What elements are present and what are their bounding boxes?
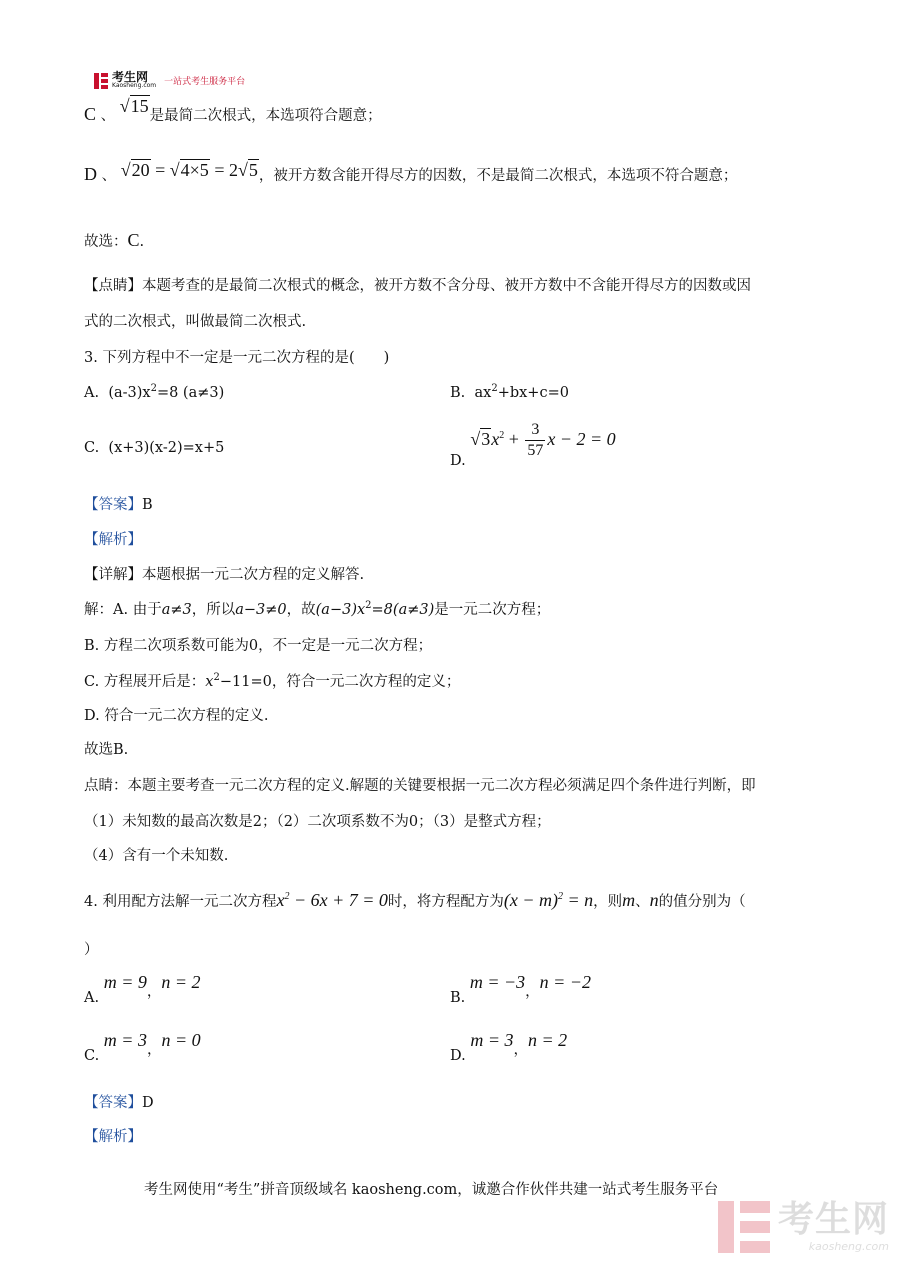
q4-stem-mid2: ，则	[593, 894, 623, 910]
q3-option-a	[84, 383, 224, 403]
q3-d-num: 3	[525, 420, 545, 441]
q4-b-label: B.	[450, 990, 466, 1006]
q3-c-label: C.	[84, 440, 100, 456]
q3-a-label: A.	[84, 385, 100, 401]
q4-a-label: A.	[84, 990, 100, 1006]
q4-c-n: n = 0	[161, 1030, 201, 1050]
prev-d-eq1: =	[155, 160, 166, 180]
q3-sol-a-6: =8(a≠3)	[371, 602, 435, 618]
prev-option-d: D 、 √20 = √4×5 = 2√5，被开方数含能开得尽方的因数，不是最简二次根式，本选项不符合题意；	[84, 160, 738, 184]
q4-eq2-base: (x − m)	[503, 890, 559, 910]
q3-d-tail: x − 2 = 0	[547, 428, 616, 449]
q3-sol-a-sup: 2	[365, 600, 372, 612]
q4-stem-mid: 时，将方程配方为	[387, 894, 504, 910]
q3-d-plus: +	[508, 428, 519, 449]
prev-option-c: C 、 √15是最简二次根式，本选项符合题意；	[84, 96, 382, 124]
q3-d-den: 57	[527, 442, 544, 459]
q3-a-sup: 2	[150, 383, 157, 395]
q3-sol-a-3: a−3≠0	[235, 602, 287, 618]
q4-d-m: m = 3	[470, 1030, 514, 1050]
q3-a-post: =8 (a≠3)	[156, 385, 225, 401]
q4-m-var: m	[622, 890, 636, 910]
q4-eq1-rest: − 6x + 7 = 0	[289, 890, 388, 910]
prev-d-rad1: 20	[131, 160, 150, 180]
prev-choose-label: 故选：	[84, 234, 128, 250]
q3-option-b	[450, 383, 569, 403]
q4-c-label: C.	[84, 1048, 100, 1064]
q3-d-label: D.	[450, 452, 466, 469]
q4-b-n: n = −2	[539, 972, 591, 992]
q3-answer-value: B	[142, 497, 153, 513]
prev-c-radicand: 15	[130, 96, 149, 116]
q4-a-comma: ，	[146, 984, 162, 1000]
q3-detail	[84, 565, 364, 585]
q4-option-d	[450, 1030, 568, 1064]
q3-sol-c-pre: C. 方程展开后是：	[84, 674, 206, 690]
footer-text: 考生网使用“考生”拼音顶级域名 kaosheng.com，诚邀合作伙伴共建一站式考生服务平台	[144, 1182, 719, 1198]
q4-d-label: D.	[450, 1048, 466, 1064]
q4-analysis-label: 【解析】	[84, 1129, 142, 1145]
q4-answer	[84, 1093, 154, 1113]
watermark	[718, 1200, 889, 1253]
q3-c-text: (x+3)(x-2)=x+5	[108, 440, 225, 456]
q3-a-pre: (a-3)x	[108, 385, 151, 401]
q4-eq1-x: x	[276, 890, 285, 910]
q3-sol-b: B. 方程二次项系数可能为0，不一定是一元二次方程；	[84, 638, 433, 654]
q3-sol-c-post: ，符合一元二次方程的定义；	[271, 674, 461, 690]
q4-c-m: m = 3	[103, 1030, 147, 1050]
prev-d-sep: 、	[101, 168, 117, 184]
prev-c-label: C	[84, 104, 97, 124]
q3-sol-a-7: 是一元二次方程；	[434, 602, 551, 618]
q3-tip3: （4）含有一个未知数.	[84, 848, 229, 864]
q4-eq2-sup: 2	[558, 891, 564, 902]
q3-sol-a-1: a≠3	[161, 602, 192, 618]
q4-option-b	[450, 972, 591, 1006]
q3-detail-text: 本题根据一元二次方程的定义解答.	[142, 567, 365, 583]
q4-stem	[84, 890, 746, 912]
q3-sol-a-4: ，故	[286, 602, 316, 618]
prev-d-text: ，被开方数含能开得尽方的因数，不是最简二次根式，本选项不符合题意；	[258, 168, 738, 184]
logo-icon	[94, 73, 108, 89]
q4-b-comma: ，	[525, 984, 540, 1000]
q3-choose: 故选B.	[84, 742, 129, 758]
q3-sol-c	[84, 672, 460, 692]
q4-stem-post: 的值分别为（	[658, 894, 746, 910]
watermark-name: 考生网	[778, 1199, 890, 1240]
q4-a-n: n = 2	[161, 972, 201, 992]
prev-d-label: D	[84, 164, 97, 184]
q3-stem: 3. 下列方程中不一定是一元二次方程的是( )	[84, 350, 390, 366]
q3-b-label: B.	[450, 385, 466, 401]
prev-choose-end: .	[139, 234, 145, 250]
q4-option-c	[84, 1030, 201, 1064]
q4-d-n: n = 2	[527, 1030, 568, 1050]
q3-tip2: （1）未知数的最高次数是2；（2）二次项系数不为0；（3）是整式方程；	[84, 814, 551, 830]
q4-stem-pre: 4. 利用配方法解一元二次方程	[84, 894, 277, 910]
watermark-url: kaosheng.com	[808, 1240, 890, 1253]
prev-choose	[84, 230, 144, 252]
q3-sol-c-x: x	[205, 674, 214, 690]
q3-sol-c-eq: −11=0	[219, 674, 272, 690]
q3-d-sup: 2	[499, 429, 505, 441]
q4-d-comma: ，	[513, 1042, 528, 1058]
q3-b-sup: 2	[491, 383, 498, 395]
logo-sub: Kaosheng.com	[112, 82, 157, 89]
q3-detail-label: 【详解】	[84, 567, 142, 583]
header-slogan: 一站式考生服务平台	[164, 77, 246, 87]
q3-d-x: x	[491, 428, 500, 449]
q3-sol-a-pre: 解：A. 由于	[84, 602, 162, 618]
q3-d-rad: 3	[481, 428, 491, 449]
q4-eq2-rest: = n	[563, 890, 594, 910]
prev-tip-text2: 式的二次根式，叫做最简二次根式.	[84, 314, 307, 330]
prev-c-text: 是最简二次根式，本选项符合题意；	[149, 108, 382, 124]
prev-tip-line1	[84, 276, 751, 296]
q3-b-pre: ax	[474, 385, 492, 401]
header-logo	[94, 72, 245, 89]
q3-b-post: +bx+c=0	[497, 385, 569, 401]
q3-sol-c-sup: 2	[213, 672, 220, 684]
prev-d-rad3: 5	[248, 160, 258, 180]
q4-eq1-sup: 2	[284, 891, 290, 902]
logo-name: 考生网	[112, 70, 149, 84]
q4-a-m: m = 9	[103, 972, 147, 992]
q4-answer-value: D	[142, 1095, 154, 1111]
q4-b-m: m = −3	[469, 972, 526, 992]
q4-sep: 、	[635, 894, 650, 910]
prev-d-eq2: = 2	[214, 160, 238, 180]
q4-option-a	[84, 972, 201, 1006]
prev-d-rad2: 4×5	[180, 160, 209, 180]
q4-c-comma: ，	[146, 1042, 162, 1058]
watermark-logo-icon	[718, 1201, 770, 1253]
q3-sol-d: D. 符合一元二次方程的定义.	[84, 708, 269, 724]
q3-option-d: D. $√3x^2$ + $\frac{3}{57}$ x − 2 = 0	[450, 421, 616, 469]
q3-tip1: 点睛：本题主要考查一元二次方程的定义.解题的关键要根据一元二次方程必须满足四个条件进行判断，即	[84, 778, 756, 794]
q4-answer-label: 【答案】	[84, 1095, 142, 1111]
q3-option-c	[84, 438, 224, 458]
prev-choose-value: C	[127, 230, 140, 250]
prev-c-sep: 、	[100, 108, 116, 124]
q3-analysis-label: 【解析】	[84, 532, 142, 548]
q3-sol-a	[84, 600, 550, 620]
q3-answer	[84, 495, 153, 515]
q4-n-var: n	[649, 890, 659, 910]
q3-answer-label: 【答案】	[84, 497, 142, 513]
prev-tip-label: 【点睛】	[84, 278, 142, 294]
q3-sol-a-2: ，所以	[191, 602, 236, 618]
q4-stem-close: ）	[84, 942, 99, 958]
q3-sol-a-5: (a−3)x	[315, 602, 366, 618]
prev-tip-text1: 本题考查的是最简二次根式的概念，被开方数不含分母、被开方数中不含能开得尽方的因数或因	[142, 278, 751, 294]
